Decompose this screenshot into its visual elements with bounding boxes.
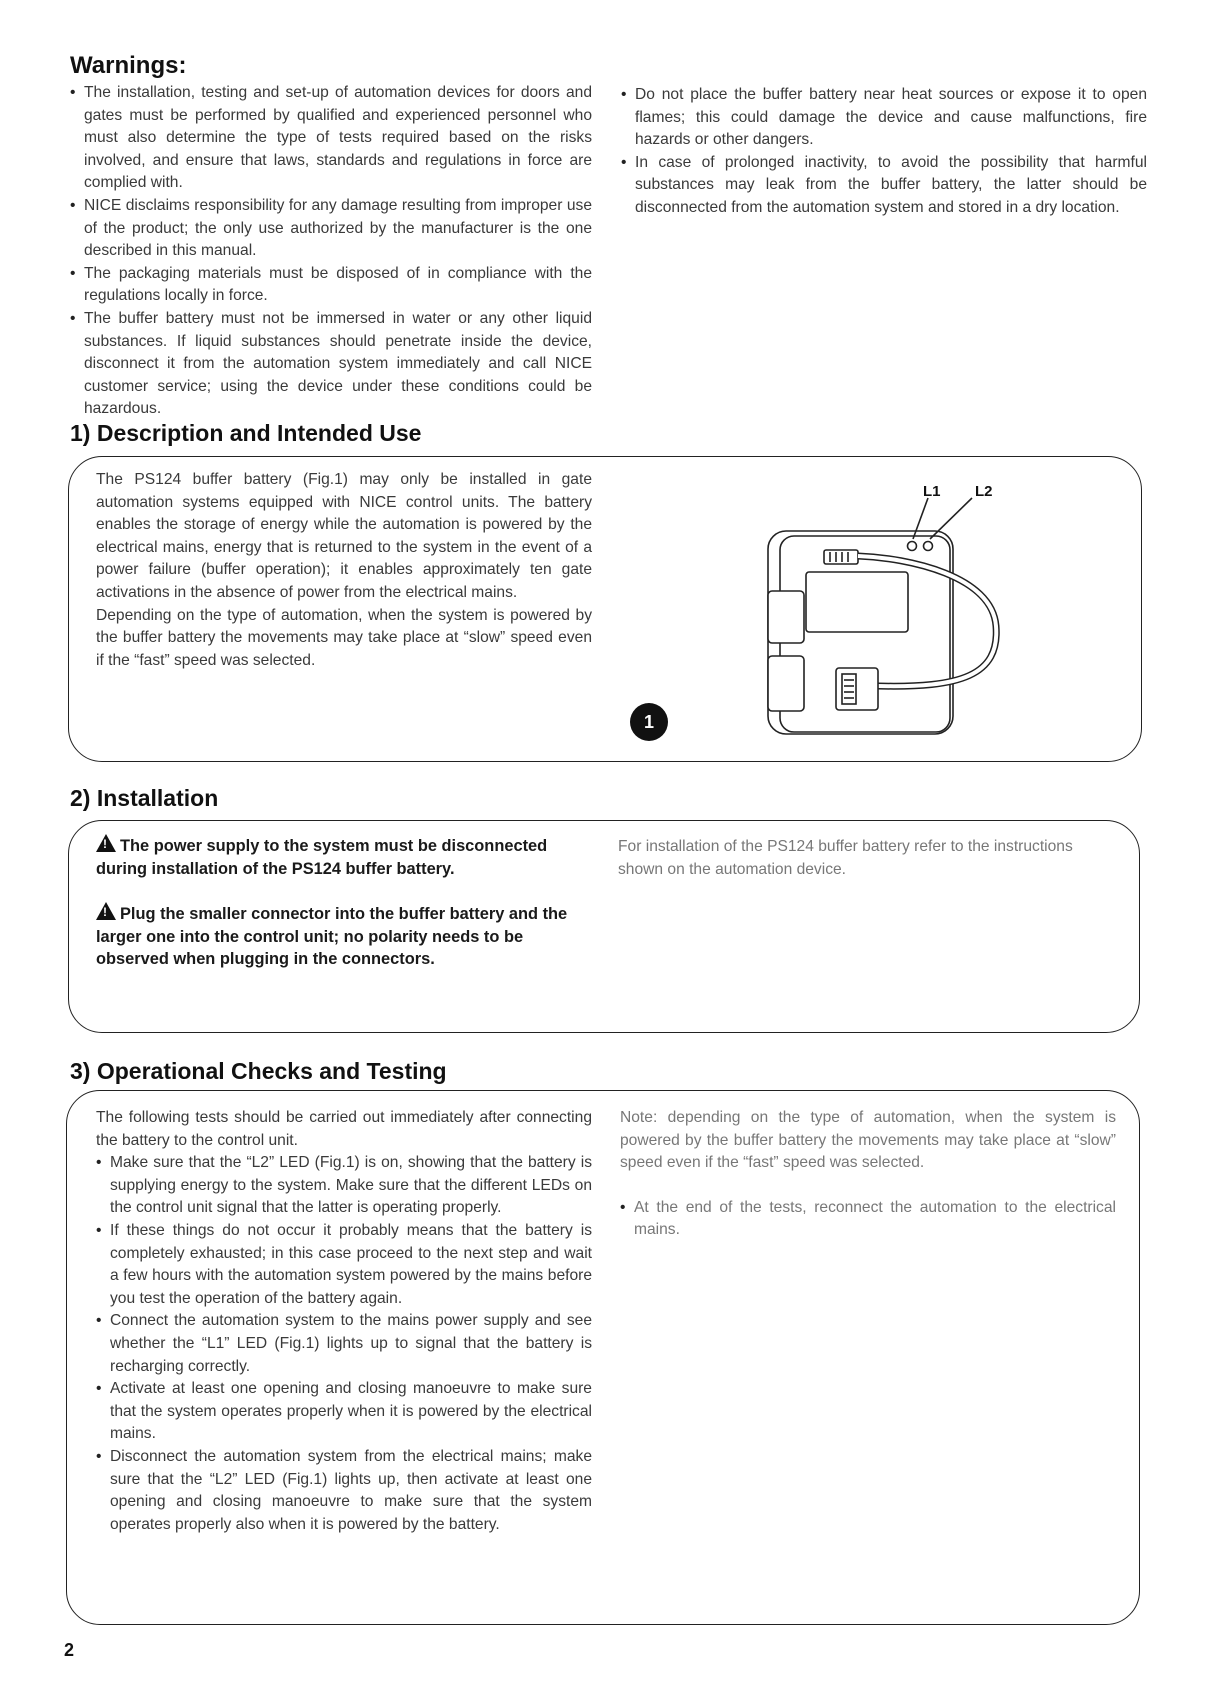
list-item: • At the end of the tests, reconnect the automation to the electrical mains. [620, 1197, 1116, 1242]
list-item: • Make sure that the “L2” LED (Fig.1) is on, showing that the battery is supplying energy to the system. Make sure that the different LEDs on the control unit signal that the latter is operating properly. [96, 1152, 592, 1220]
warning-text: Plug the smaller connector into the buffer battery and the larger one into the control unit; no polarity needs to be observed when plugging in the connectors. [96, 905, 568, 969]
section3-note: Note: depending on the type of automation, when the system is powered by the buffer battery the movements may take place at “slow” speed even if the “fast” speed was selected. [620, 1109, 1116, 1172]
list-item: • Activate at least one opening and closing manoeuvre to make sure that the system operates properly when it is powered by the electrical mains. [96, 1378, 592, 1446]
section3-intro: The following tests should be carried out immediately after connecting the battery to the control unit. [96, 1109, 592, 1149]
section2-warning-1 [96, 834, 592, 880]
warnings-title: Warnings: [70, 52, 187, 79]
list-item: • NICE disclaims responsibility for any damage resulting from improper use of the product; the only use authorized by the manufacturer is the one described in this manual. [70, 195, 592, 263]
list-item: • If these things do not occur it probably means that the battery is completely exhausted; in this case proceed to the next step and wait a few hours with the automation system powered by the mains before you test the operation of the battery again. [96, 1220, 592, 1310]
section3-title: 3) Operational Checks and Testing [70, 1058, 447, 1084]
warning-icon [96, 902, 116, 920]
warning-text: The power supply to the system must be disconnected during installation of the PS124 buffer battery. [96, 837, 548, 878]
page-number: 2 [64, 1640, 75, 1660]
section1-title: 1) Description and Intended Use [70, 420, 422, 446]
section2-right-text: For installation of the PS124 buffer battery refer to the instructions shown on the automation device. [618, 838, 1073, 878]
warning-icon [96, 834, 116, 852]
list-item: • Do not place the buffer battery near heat sources or expose it to open flames; this could damage the device and cause malfunctions, fire hazards or other dangers. [621, 84, 1147, 152]
list-item: • The packaging materials must be disposed of in compliance with the regulations locally in force. [70, 263, 592, 308]
label-l1: L1 [923, 483, 941, 500]
warnings-right-list [621, 84, 1147, 220]
label-l2: L2 [975, 483, 993, 500]
list-item: • The buffer battery must not be immersed in water or any other liquid substances. If liquid substances should penetrate inside the device, disconnect it from the automation system immediately and call NICE customer service; using the device under these conditions could be hazardous. [70, 308, 592, 421]
section1-para2: Depending on the type of automation, when the system is powered by the buffer battery the movements may take place at “slow” speed even if the “fast” speed was selected. [96, 606, 592, 669]
section2-title: 2) Installation [70, 785, 219, 811]
section3-right-text [620, 1107, 1116, 1242]
section1-text [96, 469, 592, 672]
section2-warning-2 [96, 902, 592, 971]
section1-para1: The PS124 buffer battery (Fig.1) may only be installed in gate automation systems equipped with NICE control units. The battery enables the storage of energy while the automation is powered by the electrical mains, energy that is returned to the system in the event of a power failure (buffer operation); it enables approximately ten gate activations in the absence of power from the electrical mains. [96, 471, 592, 601]
list-item: • In case of prolonged inactivity, to avoid the possibility that harmful substances may leak from the buffer battery, the latter should be disconnected from the automation system and stored in a dry location. [621, 152, 1147, 220]
section3-final-list [620, 1197, 1116, 1242]
buffer-battery-figure [760, 476, 1020, 746]
list-item: • Disconnect the automation system from the electrical mains; make sure that the “L2” LED (Fig.1) lights up, then activate at least one opening and closing manoeuvre to make sure that the system operates properly also when it is powered by the battery. [96, 1446, 592, 1536]
figure-number-badge: 1 [630, 703, 668, 741]
list-item: • The installation, testing and set-up of automation devices for doors and gates must be performed by qualified and experienced personnel who must also determine the type of tests required based on the risks involved, and ensure that laws, standards and regulations in force are complied with. [70, 82, 592, 195]
section3-left-text [96, 1107, 592, 1536]
warnings-left-list [70, 82, 592, 421]
section3-checklist [96, 1152, 592, 1536]
list-item: • Connect the automation system to the mains power supply and see whether the “L1” LED (Fig.1) lights up to signal that the battery is recharging correctly. [96, 1310, 592, 1378]
